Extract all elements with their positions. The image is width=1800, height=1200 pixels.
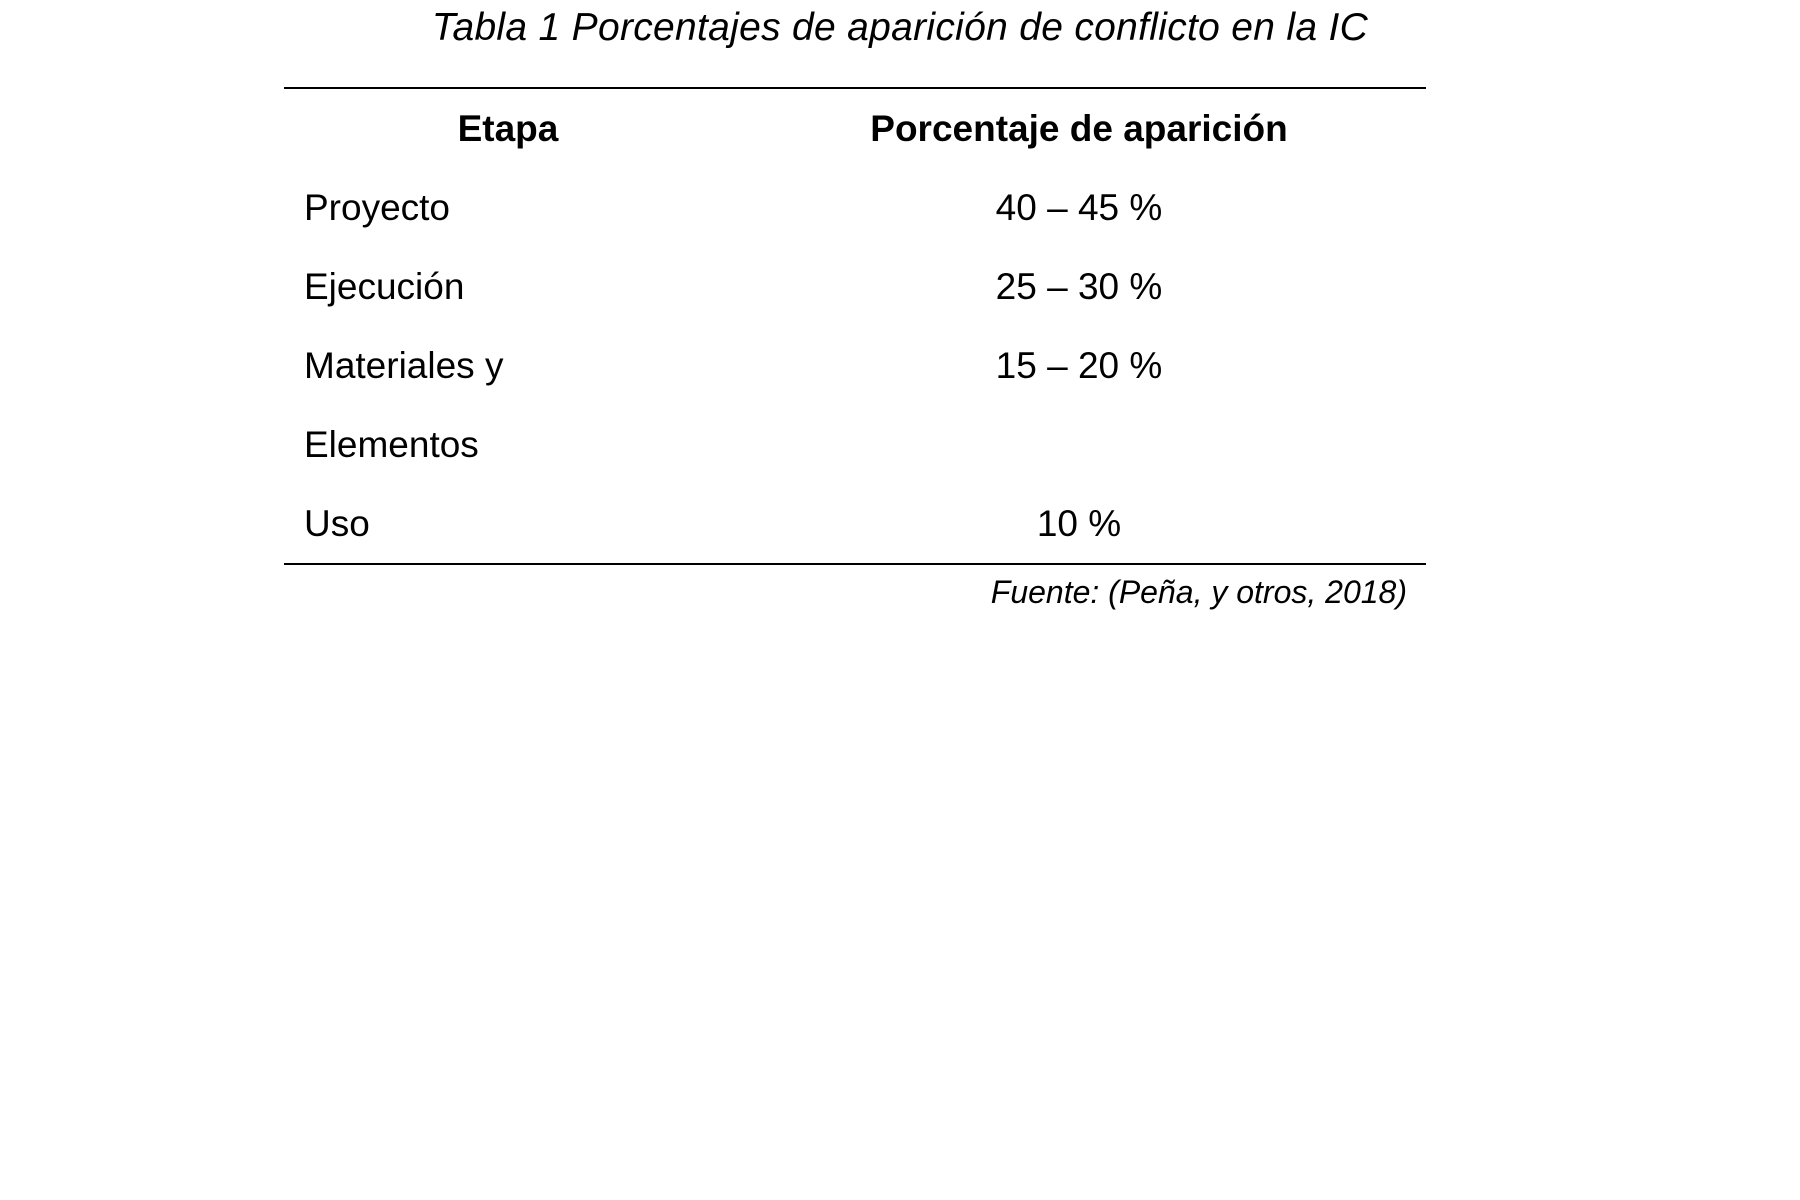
column-header-etapa: Etapa [457,108,559,149]
table-row [284,326,1426,405]
table-bottom-rule [284,563,1426,565]
table-row [284,405,1426,484]
data-table-container [284,87,1426,565]
cell-etapa: Ejecución [304,266,465,307]
cell-porcentaje: 10 % [1036,503,1122,544]
table-header-row [284,89,1426,168]
column-header-porcentaje: Porcentaje de aparición [870,108,1288,149]
table-row [284,168,1426,247]
table-row [284,247,1426,326]
data-table [284,89,1426,563]
cell-porcentaje: 25 – 30 % [995,266,1163,307]
table-source-note: Fuente: (Peña, y otros, 2018) [990,574,1407,610]
cell-etapa: Proyecto [304,187,451,228]
cell-porcentaje: 40 – 45 % [995,187,1163,228]
cell-etapa: Elementos [304,424,479,465]
cell-etapa: Uso [304,503,370,544]
cell-porcentaje: 15 – 20 % [995,345,1163,386]
table-row [284,484,1426,563]
cell-porcentaje [732,405,1426,484]
table-caption: Tabla 1 Porcentajes de aparición de conflicto en la IC [431,6,1369,49]
cell-etapa: Materiales y [304,345,504,386]
